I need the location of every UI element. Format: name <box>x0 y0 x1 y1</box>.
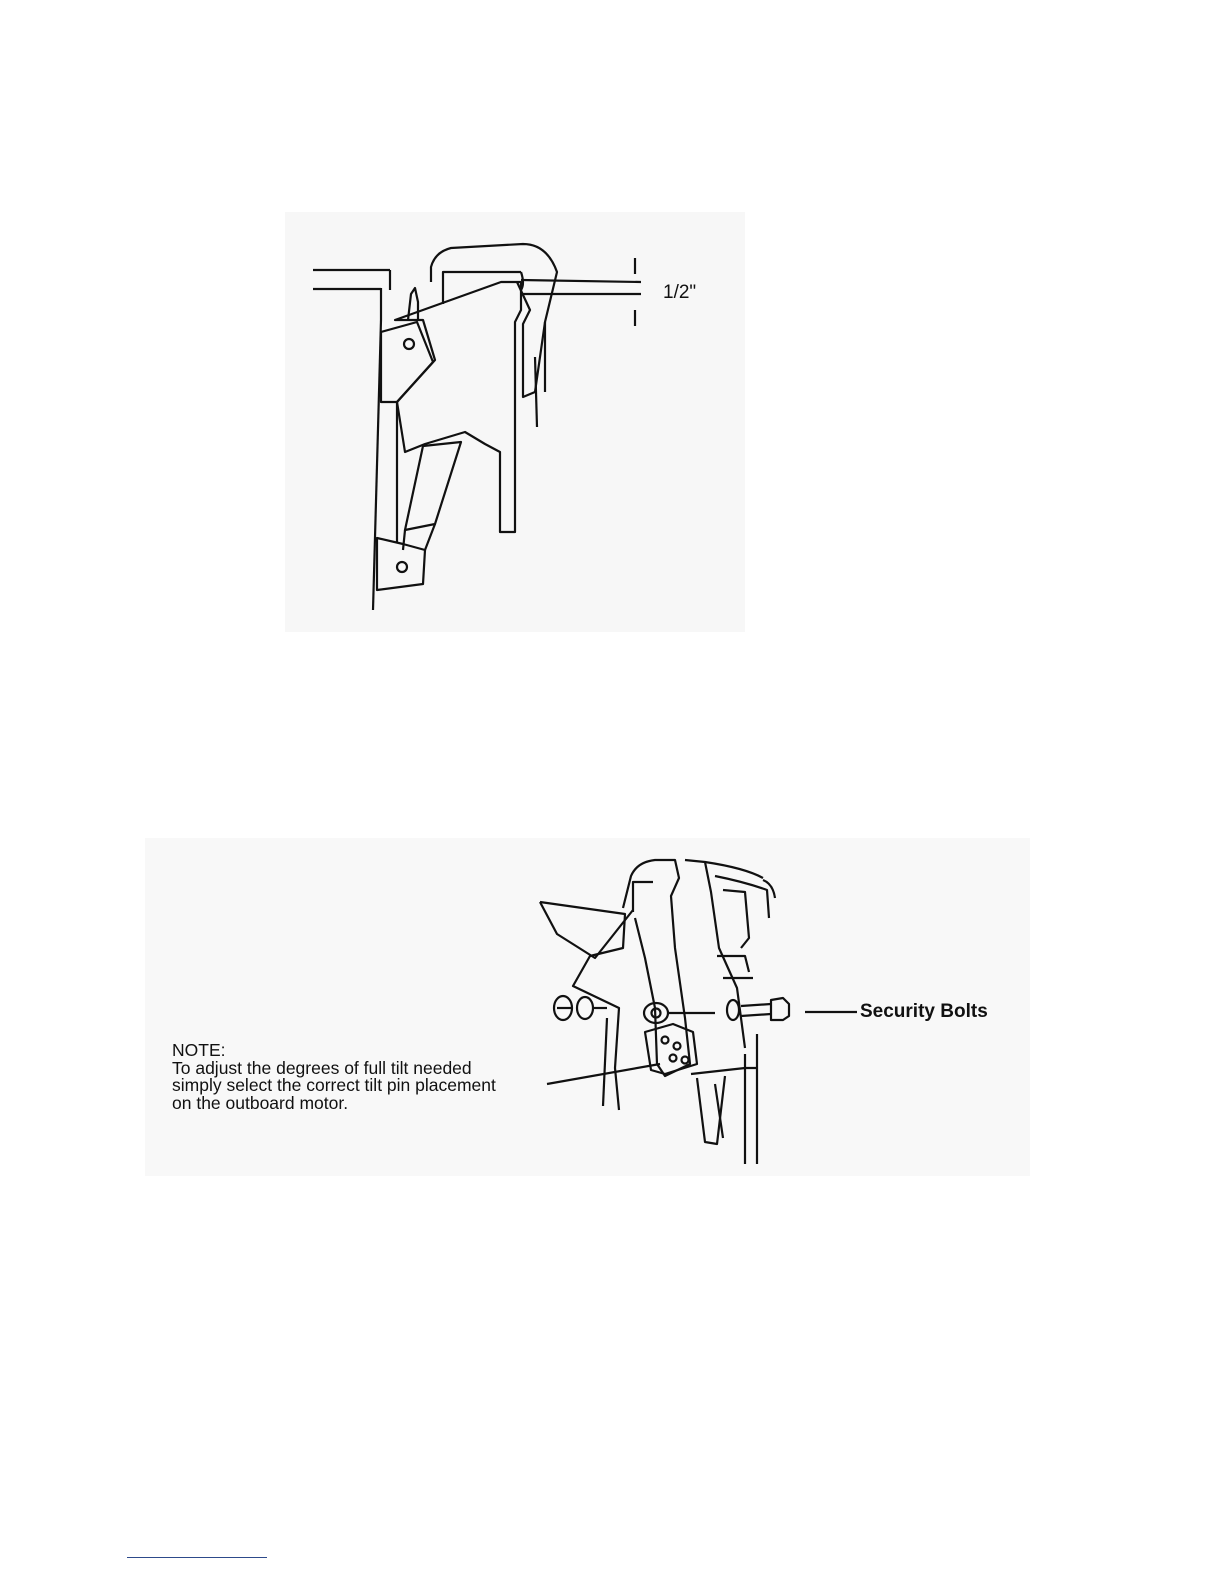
tilt-pin-hole-4 <box>682 1057 689 1064</box>
lower-pivot-plate <box>377 538 425 590</box>
right-washer-icon <box>727 1000 739 1020</box>
motor-bracket-top <box>717 956 749 972</box>
transom-bracket-drawing <box>285 212 745 632</box>
piston-cylinder <box>405 442 461 530</box>
note-line-1: To adjust the degrees of full tilt needed <box>172 1057 472 1078</box>
cutoff-text-remnant <box>168 1171 488 1181</box>
tilt-pin-hole-2 <box>674 1043 681 1050</box>
note-heading: NOTE: <box>172 1040 226 1060</box>
left-washer-icon <box>577 997 593 1019</box>
security-bolts-label: Security Bolts <box>860 1001 988 1022</box>
lower-u-bracket <box>697 1076 725 1144</box>
tilt-pin-diagram <box>145 838 1030 1176</box>
clamp-hook-outer <box>431 244 557 397</box>
dimension-line-upper <box>521 280 641 282</box>
bracket-body <box>395 282 521 532</box>
dimension-label: 1/2" <box>663 282 697 303</box>
tilt-pin-hole-3 <box>670 1055 677 1062</box>
security-bolt-shank <box>741 1004 771 1006</box>
security-bolt-head-icon <box>771 998 789 1020</box>
upper-pivot-plate <box>381 322 433 402</box>
upper-pivot-hole <box>404 339 414 349</box>
footnote-rule <box>127 1557 267 1558</box>
tilt-pin-hole-1 <box>662 1037 669 1044</box>
transom-bracket-diagram <box>285 212 745 632</box>
lower-pivot-hole <box>397 562 407 572</box>
tilt-note <box>172 1042 496 1112</box>
note-line-3: on the outboard motor. <box>172 1092 349 1113</box>
rear-plate <box>535 357 537 427</box>
note-line-2: simply select the correct tilt pin placement <box>172 1075 496 1095</box>
